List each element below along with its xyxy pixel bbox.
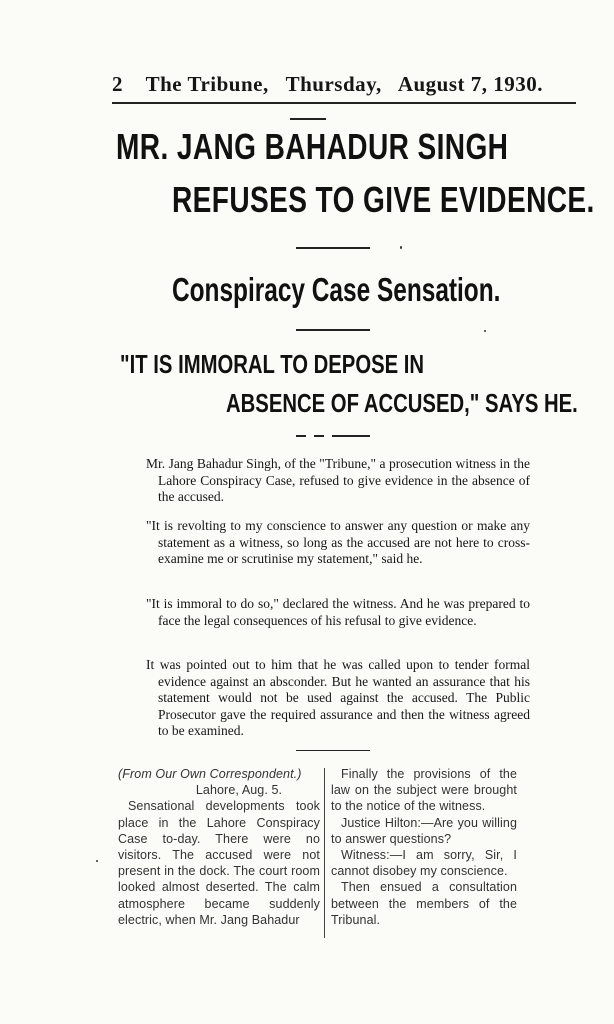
- intro-paragraph: "It is immoral to do so," declared the witness. And he was prepared to face the legal consequences of his refusal to give evidence.: [146, 596, 530, 628]
- intro-paragraph: "It is revolting to my conscience to answer any question or make any statement as a witness, so long as the accused are not here to cross-examine me or scrutinise my statement," said he.: [146, 518, 530, 566]
- article-column-right: [331, 766, 517, 928]
- page-number: 2: [112, 72, 123, 96]
- article-column-left: [118, 766, 320, 928]
- intro-paragraph: Mr. Jang Bahadur Singh, of the "Tribune," a prosecution witness in the Lahore Conspiracy Case, refused to give evidence in the absence of the accused.: [146, 456, 530, 504]
- byline: (From Our Own Correspondent.): [118, 767, 302, 781]
- headline-line-2: REFUSES TO GIVE EVIDENCE.: [172, 179, 595, 220]
- deck-line-1: "IT IS IMMORAL TO DEPOSE IN: [120, 349, 425, 379]
- column-paragraph: Finally the provisions of the law on the subject were brought to the notice of the witness.: [331, 767, 517, 814]
- divider-rule: [296, 750, 370, 751]
- newspaper-name: The Tribune,: [145, 72, 269, 96]
- ornament-dash: [290, 118, 326, 120]
- divider-rule: [332, 435, 370, 437]
- divider-rule: [314, 435, 324, 437]
- divider-rule: [296, 247, 370, 249]
- subheadline: Conspiracy Case Sensation.: [172, 271, 501, 308]
- column-paragraph: Then ensued a consultation between the members of the Tribunal.: [331, 880, 517, 927]
- masthead-date: August 7, 1930.: [397, 72, 544, 96]
- deck-line-2: ABSENCE OF ACCUSED," SAYS HE.: [226, 388, 578, 418]
- column-paragraph: Witness:—I am sorry, Sir, I cannot disobey my conscience.: [331, 848, 517, 879]
- column-divider: [324, 768, 325, 938]
- print-speck: [96, 860, 98, 862]
- dateline: Lahore, Aug. 5.: [195, 783, 283, 798]
- intro-paragraph: It was pointed out to him that he was called upon to tender formal evidence against an absconder. But he wanted an assurance that his statement would not be used against the accused. The Public Prosecutor gave the required assurance and then the witness agreed to be examined.: [146, 657, 530, 738]
- masthead-day: Thursday,: [285, 72, 382, 96]
- column-paragraph: Justice Hilton:—Are you willing to answer questions?: [331, 815, 517, 846]
- masthead-rule: [112, 102, 576, 104]
- masthead: [112, 72, 582, 97]
- print-speck: [484, 330, 486, 332]
- print-speck: [400, 246, 402, 249]
- divider-rule: [296, 329, 370, 331]
- column-paragraph: Sensational developments took place in the Lahore Conspiracy Case to-day. There were no visitors. The accused were not present in the dock. The court room looked almost deserted. The calm atmosphere became suddenly electric, when Mr. Jang Bahadur: [118, 799, 320, 927]
- headline-line-1: MR. JANG BAHADUR SINGH: [116, 126, 509, 167]
- divider-rule: [296, 435, 306, 437]
